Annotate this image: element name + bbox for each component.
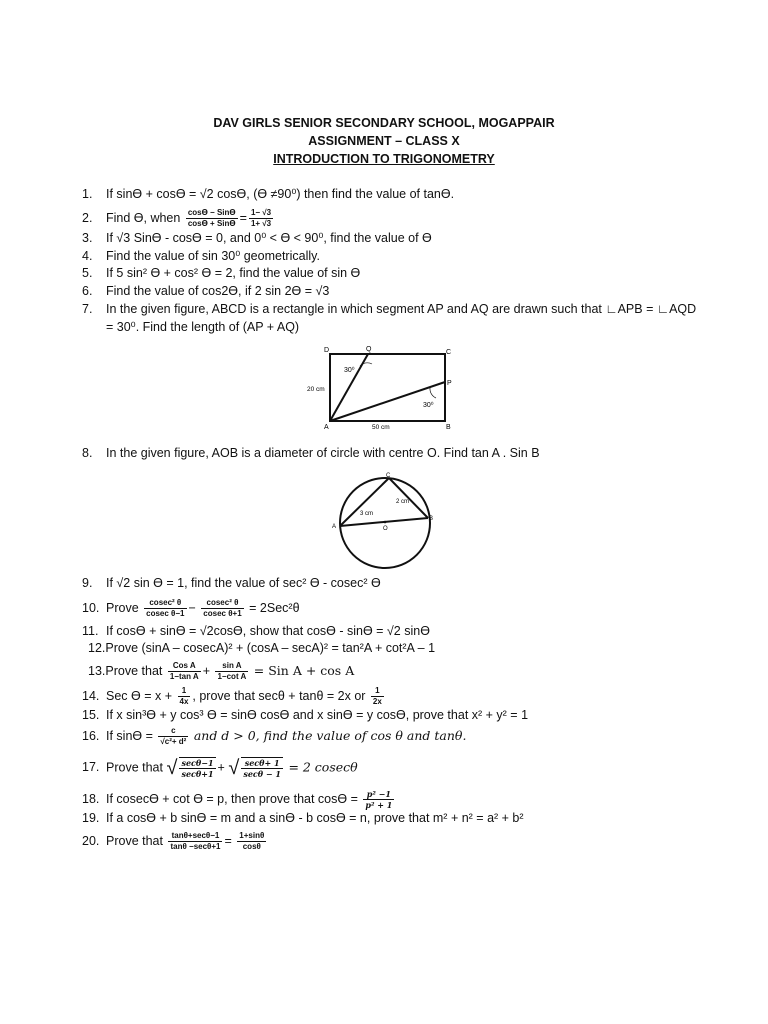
label-p: P [447,380,452,387]
question-20: 20. Prove that $\frac{\tan\theta+\sec\theta-1}{\tan\theta -\sec\theta+1}$ = $\frac{1+\sin\theta}{\cos\theta}$ [82,831,265,851]
question-number: 20. [82,833,100,848]
question-7 [82,301,696,317]
question-number: 8. [82,446,93,460]
question-number: 3. [82,231,93,245]
question-12 [88,640,435,656]
question-4 [82,248,320,264]
fraction: $\frac{\text{p² −1}}{\text{p² + 1}}$ [365,789,393,810]
question-14 [82,686,386,707]
rectangle-figure [300,342,470,434]
question-3 [82,230,432,246]
school-name: DAV GIRLS SENIOR SECONDARY SCHOOL, MOGAPPAIR [213,116,555,130]
label-a: A [332,524,337,530]
label-o: O [383,526,388,532]
question-text: = Sin A + cos A [253,662,355,678]
fraction: $\frac{\sec\theta+ 1}{\sec\theta - 1}$ [243,758,281,779]
fraction: $\frac{\text{cosec² θ}}{\text{cosec θ−1}}$ [146,598,185,618]
question-text: If √2 sin ϴ = 1, find the value of sec² ϴ - cosec² ϴ [106,576,381,590]
question-16 [82,726,466,747]
question-15 [82,707,528,723]
label-q: Q [366,346,372,353]
question-number: 6. [82,284,93,298]
question-number: 5. [82,266,93,280]
question-text: In the given figure, ABCD is a rectangle in which segment AP and AQ are drawn such that ∟APB = ∟AQD [106,302,697,316]
question-13: 13.Prove that $\frac{\text{Cos A}}{\text{1−tan A}}$ + $\frac{\text{sin A}}{\text{1−cot A}}$ = Sin A + cos A [88,661,355,681]
question-number: 13. [88,663,106,678]
circle-figure [328,470,438,570]
question-18 [82,789,396,810]
question-number: 9. [82,576,93,590]
question-text: Find the value of cos2ϴ, if 2 sin 2ϴ = √3 [106,284,330,298]
question-text: = 2 cosecθ [288,759,358,775]
question-text: = 2Sec²θ [249,600,300,615]
question-number: 17. [82,760,100,775]
question-17: 17. Prove that √ $\frac{\sec\theta-1}{\sec\theta+1}$ + √ $\frac{\sec\theta+ 1}{\sec\theta - 1}$ = 2 cosecθ [82,757,358,779]
question-text: In the given figure, AOB is a diameter of circle with centre O. Find tan A . Sin B [106,446,540,460]
question-number: 10. [82,600,100,615]
base-label: 50 cm [372,424,390,431]
fraction: $\frac{1- √3}{1+ √3}$ [250,208,272,228]
bc-length: 2 cm [396,499,410,505]
topic-title: INTRODUCTION TO TRIGONOMETRY [273,152,495,166]
fraction: $\frac{\tan\theta+\sec\theta-1}{\tan\theta -\sec\theta+1}$ [170,831,221,851]
label-c: C [446,349,452,356]
fraction: $\frac{1+\sin\theta}{\cos\theta}$ [239,831,265,851]
question-text: Find ϴ, when [106,210,181,225]
question-text: If a cosϴ + b sinϴ = m and a sinϴ - b cosϴ = n, prove that m² + n² = a² + b² [106,811,524,825]
question-11 [82,623,430,639]
question-6 [82,283,329,299]
question-text: Find the value of sin 30⁰ geometrically. [106,249,320,263]
question-text: , prove that secθ + tanθ = 2x or [192,688,366,703]
question-number: 19. [82,811,100,825]
question-number: 18. [82,791,100,806]
label-d: D [324,347,330,354]
question-10: 10. Prove $\frac{\text{cosec² θ}}{\text{cosec θ−1}}$ − $\frac{\text{cosec² θ}}{\text{cosec θ+1}}$ = 2Sec²θ [82,598,300,618]
centre-point [384,521,387,524]
question-text: If cosecϴ + cot ϴ = p, then prove that cosϴ = [106,791,358,806]
fraction: $\frac{\sec\theta-1}{\sec\theta+1}$ [181,758,214,779]
chord-ac [340,478,389,526]
question-9 [82,575,381,591]
question-number: 12. [88,641,106,655]
question-text: Prove that [105,663,163,678]
fraction: $\frac{\text{cosϴ − Sinϴ}}{\text{cosϴ + Sinϴ}}$ [187,208,236,228]
question-text: Sec ϴ = x + [106,688,173,703]
question-text: If 5 sin² ϴ + cos² ϴ = 2, find the value of sin ϴ [106,266,361,280]
question-number: 15. [82,708,100,722]
question-text: If sinϴ + cosϴ = √2 cosϴ, (ϴ ≠90⁰) then find the value of tanϴ. [106,187,455,201]
label-b: B [446,424,451,431]
ac-length: 3 cm [360,511,374,517]
fraction: $\frac{\text{sin A}}{\text{1−cot A}}$ [217,661,247,681]
question-number: 2. [82,210,93,225]
assignment-title: ASSIGNMENT – CLASS X [308,134,460,148]
question-19 [82,810,524,826]
fraction: $\frac{\text{Cos A}}{\text{1−tan A}}$ [169,661,199,681]
question-2: 2. Find ϴ, when $\frac{\text{cosϴ − Sinϴ}}{\text{cosϴ + Sinϴ}}$ = $\frac{1- √3}{1+ √3}$ [82,208,272,228]
question-number: 1. [82,187,93,201]
question-number: 16. [82,728,100,743]
question-number: 4. [82,249,93,263]
question-8 [82,445,540,461]
angle-arc-p [430,388,436,398]
question-text: If x sin³ϴ + y cos³ ϴ = sinϴ cosϴ and x sinϴ = y cosϴ, prove that x² + y² = 1 [106,708,529,722]
question-text: and d > 0, find the value of cos θ and tanθ. [193,727,467,743]
question-text: If √3 Sinϴ - cosϴ = 0, and 0⁰ < ϴ < 90⁰, find the value of ϴ [106,231,432,245]
angle-label-q: 30⁰ [344,367,355,374]
question-number: 11. [82,624,99,638]
question-1 [82,186,454,202]
label-b: B [429,516,434,522]
question-number: 7. [82,302,93,316]
question-text: If sinϴ = [106,728,153,743]
fraction: $\frac{1}{2x}$ [372,686,382,706]
side-label: 20 cm [307,386,325,393]
fraction: $\frac{c}{\text{√c²+ d²}}$ [160,726,187,746]
question-text: Prove that [106,833,163,848]
angle-label-p: 30⁰ [423,402,434,409]
question-7-continued: = 30⁰. Find the length of (AP + AQ) [106,320,300,334]
question-5 [82,265,360,281]
question-text: If cosϴ + sinϴ = √2cosϴ, show that cosϴ - sinϴ = √2 sinϴ [106,624,430,638]
fraction: $\frac{\text{cosec² θ}}{\text{cosec θ+1}}$ [203,598,242,618]
fraction: $\frac{1}{4x}$ [179,686,189,706]
question-text: Prove (sinA – cosecA)² + (cosA – secA)² = tan²A + cot²A – 1 [105,641,436,655]
question-number: 14. [82,688,100,703]
label-a: A [324,424,329,431]
question-text: Prove that [106,760,163,775]
question-text: Prove [106,600,139,615]
label-c: C [386,473,391,479]
